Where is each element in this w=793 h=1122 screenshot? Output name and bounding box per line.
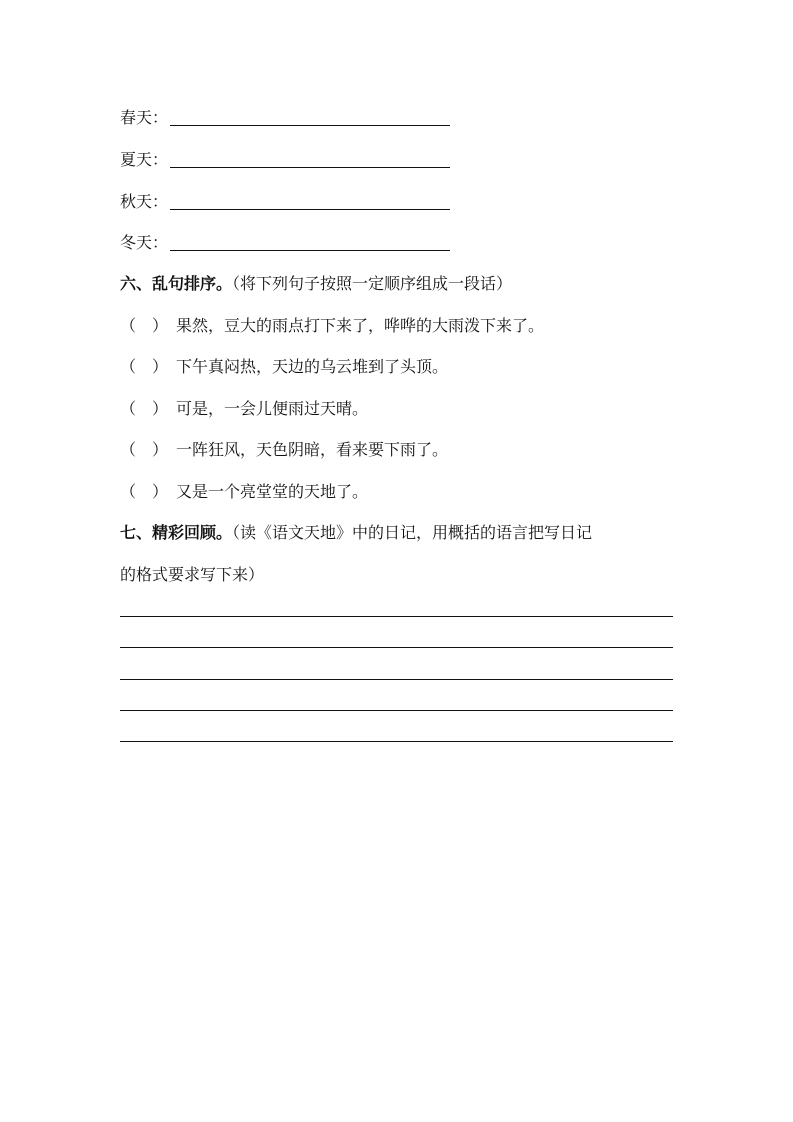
order-sentence: 又是一个亮堂堂的天地了。 <box>176 482 369 501</box>
section6-title <box>120 272 512 296</box>
order-item <box>120 355 448 379</box>
section7-title-note-line1: （读《语文天地》中的日记，用概括的语言把写日记 <box>232 523 593 542</box>
order-item <box>120 314 544 338</box>
order-blank-close: ） <box>151 399 168 418</box>
order-blank-close: ） <box>151 357 168 376</box>
section7-title-heading: 七、精彩回顾。 <box>120 523 233 542</box>
order-sentence: 下午真闷热，天边的乌云堆到了头顶。 <box>176 357 449 376</box>
season-answer-line-summer[interactable] <box>170 167 450 168</box>
order-blank[interactable] <box>120 397 168 421</box>
order-blank-open: （ <box>120 482 137 501</box>
order-blank[interactable] <box>120 355 168 379</box>
order-blank-open: （ <box>120 399 137 418</box>
section6-title-heading: 六、乱句排序。 <box>120 274 233 293</box>
order-item <box>120 397 368 421</box>
season-row-spring <box>120 106 450 130</box>
season-answer-line-autumn[interactable] <box>170 209 450 210</box>
answer-line[interactable] <box>120 679 673 680</box>
season-row-autumn <box>120 190 450 214</box>
answer-line[interactable] <box>120 647 673 648</box>
season-label-autumn: 秋天： <box>120 192 169 211</box>
season-label-winter: 冬天： <box>120 233 169 252</box>
order-blank[interactable] <box>120 480 168 504</box>
season-label-spring: 春天： <box>120 108 169 127</box>
order-blank[interactable] <box>120 314 168 338</box>
order-blank-open: （ <box>120 440 137 459</box>
order-sentence: 可是，一会儿便雨过天晴。 <box>176 399 369 418</box>
season-answer-line-winter[interactable] <box>170 250 450 251</box>
order-sentence: 果然，豆大的雨点打下来了，哗哗的大雨泼下来了。 <box>176 316 545 335</box>
season-row-winter <box>120 231 450 255</box>
answer-line[interactable] <box>120 710 673 711</box>
order-blank[interactable] <box>120 438 168 462</box>
order-item <box>120 438 448 462</box>
season-label-summer: 夏天： <box>120 150 169 169</box>
order-blank-close: ） <box>151 316 168 335</box>
order-blank-open: （ <box>120 357 137 376</box>
answer-line[interactable] <box>120 616 673 617</box>
section6-title-note: （将下列句子按照一定顺序组成一段话） <box>232 274 513 293</box>
order-item <box>120 480 368 504</box>
season-answer-line-spring[interactable] <box>170 125 450 126</box>
answer-line[interactable] <box>120 741 673 742</box>
order-blank-open: （ <box>120 316 137 335</box>
season-row-summer <box>120 148 450 172</box>
section7-title-note-line2: 的格式要求写下来） <box>120 565 265 584</box>
order-sentence: 一阵狂风，天色阴暗，看来要下雨了。 <box>176 440 449 459</box>
section7-title <box>120 521 592 545</box>
order-blank-close: ） <box>151 482 168 501</box>
order-blank-close: ） <box>151 440 168 459</box>
